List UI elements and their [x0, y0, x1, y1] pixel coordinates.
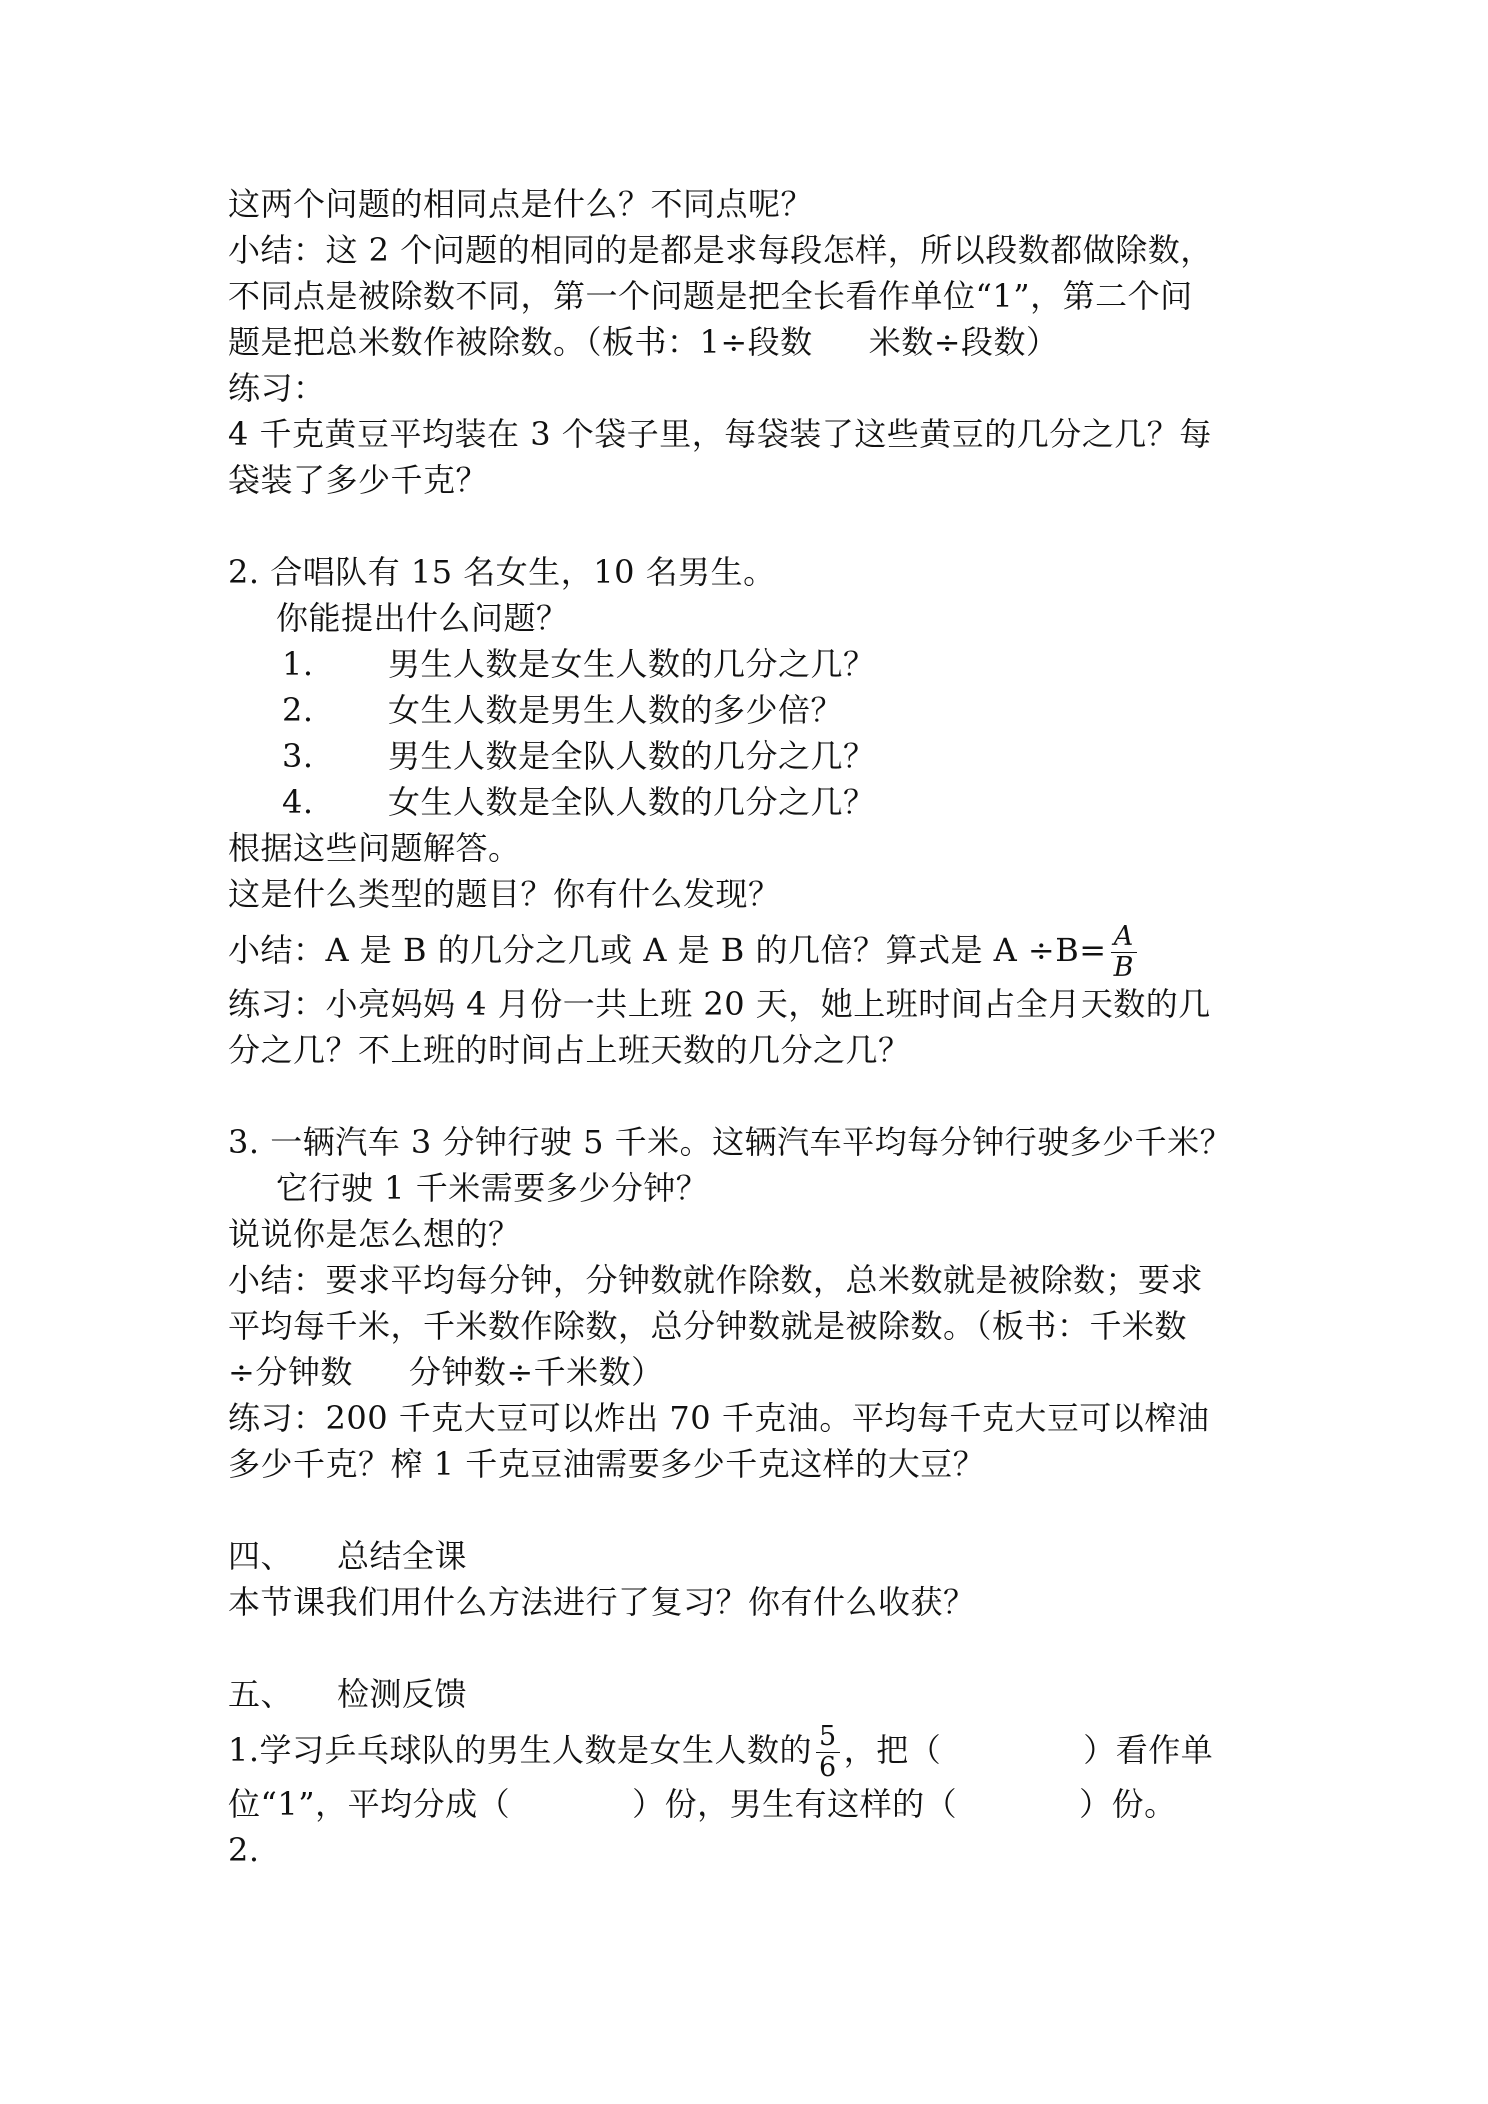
text-line	[228, 412, 1212, 456]
text-span: 1.学习乒乓球队的男生人数是女生人数的	[228, 1731, 813, 1769]
list-number: 4.	[282, 783, 314, 821]
text-line	[228, 274, 1193, 318]
fraction-denominator: 6	[819, 1752, 837, 1783]
text-line	[276, 1166, 708, 1210]
text-span: 练习：	[228, 369, 326, 407]
text-span: 米数÷段数）	[868, 323, 1059, 361]
section-title: 总结全课	[337, 1537, 468, 1575]
fraction-five-sixths	[816, 1722, 840, 1783]
text-span: 练习：200 千克大豆可以炸出 70 千克油。平均每千克大豆可以榨油	[228, 1399, 1210, 1437]
text-line	[228, 1028, 911, 1072]
text-span: 你能提出什么问题？	[276, 599, 569, 637]
list-number: 2.	[282, 691, 314, 729]
text-span: 2.	[228, 1831, 260, 1869]
fraction-denominator: B	[1113, 952, 1134, 983]
text-span: 2. 合唱队有 15 名女生，10 名男生。	[228, 553, 776, 591]
text-span: 这是什么类型的题目？你有什么发现？	[228, 875, 781, 913]
text-span: 女生人数是男生人数的多少倍？	[388, 691, 844, 729]
text-span: 练习：小亮妈妈 4 月份一共上班 20 天，她上班时间占全月天数的几	[228, 985, 1211, 1023]
text-span: 男生人数是女生人数的几分之几？	[388, 645, 876, 683]
list-item	[282, 688, 843, 732]
section-title: 检测反馈	[337, 1675, 468, 1713]
text-line	[228, 366, 326, 410]
list-item	[282, 734, 876, 778]
list-item	[282, 780, 876, 824]
section-heading	[228, 550, 776, 594]
text-span: 男生人数是全队人数的几分之几？	[388, 737, 876, 775]
text-span: ）份，男生有这样的（	[632, 1785, 958, 1823]
text-span: ÷分钟数	[228, 1353, 353, 1391]
list-item	[282, 642, 876, 686]
text-span: ）份。	[1079, 1785, 1177, 1823]
text-line	[228, 1722, 1213, 1783]
fraction-a-over-b	[1111, 922, 1137, 983]
text-span: 3. 一辆汽车 3 分钟行驶 5 千米。这辆汽车平均每分钟行驶多少千米？	[228, 1123, 1233, 1161]
text-line	[228, 982, 1211, 1026]
list-number: 1.	[282, 645, 314, 683]
text-line	[228, 1442, 985, 1486]
section-heading	[228, 1672, 467, 1716]
text-span: 题是把总米数作被除数。（板书：1÷段数	[228, 323, 813, 361]
text-span: 根据这些问题解答。	[228, 829, 521, 867]
section-number: 四、	[228, 1537, 294, 1575]
section-heading	[228, 1534, 467, 1578]
fraction-numerator: 5	[816, 1722, 840, 1753]
text-line	[228, 872, 781, 916]
section-heading	[228, 1120, 1232, 1164]
text-span: 多少千克？榨 1 千克豆油需要多少千克这样的大豆？	[228, 1445, 986, 1483]
text-line	[228, 922, 1141, 983]
text-span: 小结：要求平均每分钟，分钟数就作除数，总米数就是被除数；要求	[228, 1261, 1204, 1299]
text-line	[228, 1350, 664, 1394]
text-line	[276, 596, 569, 640]
text-line	[228, 320, 1059, 364]
text-span: 4 千克黄豆平均装在 3 个袋子里，每袋装了这些黄豆的几分之几？每	[228, 415, 1212, 453]
text-span: 女生人数是全队人数的几分之几？	[388, 783, 876, 821]
text-line	[228, 182, 813, 226]
text-span: 小结：A 是 B 的几分之几或 A 是 B 的几倍？算式是 A ÷B=	[228, 931, 1107, 969]
text-line	[228, 1212, 521, 1256]
text-line	[228, 458, 488, 502]
text-line	[228, 1304, 1187, 1348]
text-line	[228, 1396, 1209, 1440]
text-span: 它行驶 1 千米需要多少分钟？	[276, 1169, 709, 1207]
text-line	[228, 826, 521, 870]
text-span: 本节课我们用什么方法进行了复习？你有什么收获？	[228, 1583, 976, 1621]
text-line	[228, 1580, 976, 1624]
text-span: 小结：这 2 个问题的相同的是都是求每段怎样，所以段数都做除数，	[228, 231, 1213, 269]
text-line	[228, 1782, 1177, 1826]
text-span: 位“1”，平均分成（	[228, 1785, 511, 1823]
text-line	[228, 1828, 260, 1872]
section-number: 五、	[228, 1675, 294, 1713]
text-line	[228, 228, 1213, 272]
text-span: 袋装了多少千克？	[228, 461, 489, 499]
text-span: ）看作单	[1083, 1731, 1214, 1769]
fraction-numerator: A	[1111, 922, 1137, 953]
text-line	[228, 1258, 1203, 1302]
text-span: 分钟数÷千米数）	[408, 1353, 664, 1391]
text-span: ，把（	[843, 1731, 942, 1769]
list-number: 3.	[282, 737, 314, 775]
text-span: 不同点是被除数不同，第一个问题是把全长看作单位“1”，第二个问	[228, 277, 1193, 315]
text-span: 平均每千米，千米数作除数，总分钟数就是被除数。（板书：千米数	[228, 1307, 1188, 1345]
text-span: 说说你是怎么想的？	[228, 1215, 521, 1253]
text-span: 这两个问题的相同点是什么？不同点呢？	[228, 185, 814, 223]
text-span: 分之几？不上班的时间占上班天数的几分之几？	[228, 1031, 911, 1069]
